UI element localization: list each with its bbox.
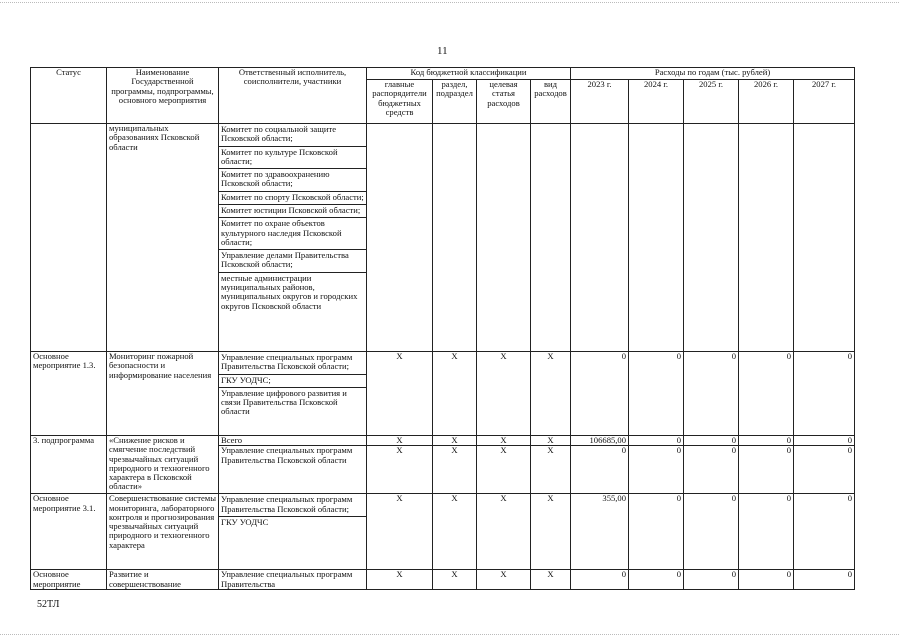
table-row <box>31 570 855 590</box>
executor-item: Комитет по культуре Псковской области; <box>219 147 366 170</box>
executor-cell <box>219 124 367 352</box>
value-cell: 106685,00 <box>571 436 629 446</box>
code-cell: Х <box>477 494 531 570</box>
value-cell: 0 <box>739 436 794 446</box>
executor-item: Управление делами Правительства Псковской области; <box>219 250 366 273</box>
name-cell: Совершенствование системы мониторинга, лабораторного контроля и прогнозирования чрезвычайных ситуаций природного и техногенного характера <box>107 494 219 570</box>
value-cell: 0 <box>629 494 684 570</box>
value-cell <box>794 124 855 352</box>
executor-item: местные администрации муниципальных районов, муниципальных округов и городских округов Псковской области <box>221 272 358 311</box>
code-cell <box>531 124 571 352</box>
executor-item: Комитет по здравоохранению Псковской области; <box>219 169 366 192</box>
scan-edge-top <box>0 2 899 3</box>
status-cell <box>31 124 107 352</box>
header-year: 2024 г. <box>629 80 684 124</box>
value-cell: 0 <box>629 446 684 494</box>
code-cell: Х <box>433 570 477 590</box>
document-code: 52ТЛ <box>37 599 60 610</box>
value-cell <box>571 124 629 352</box>
value-cell <box>739 124 794 352</box>
value-cell: 0 <box>629 352 684 436</box>
header-target: целевая статья расходов <box>477 80 531 124</box>
code-cell: Х <box>367 494 433 570</box>
executor-cell <box>219 352 367 436</box>
code-cell <box>477 124 531 352</box>
code-cell: Х <box>433 446 477 494</box>
name-cell: муниципальных образованиях Псковской области <box>107 124 219 352</box>
code-cell: Х <box>531 446 571 494</box>
value-cell <box>684 124 739 352</box>
code-cell: Х <box>531 436 571 446</box>
scan-edge-bottom <box>0 634 899 635</box>
code-cell: Х <box>433 436 477 446</box>
code-cell: Х <box>367 446 433 494</box>
value-cell: 0 <box>571 446 629 494</box>
code-cell: Х <box>531 352 571 436</box>
value-cell: 0 <box>739 446 794 494</box>
executor-item: Управление цифрового развития и связи Правительства Псковской области <box>221 387 347 417</box>
table-row <box>31 352 855 436</box>
code-cell: Х <box>433 494 477 570</box>
executor-cell: Всего <box>219 436 367 446</box>
value-cell: 0 <box>739 570 794 590</box>
value-cell: 0 <box>794 570 855 590</box>
header-year: 2025 г. <box>684 80 739 124</box>
value-cell: 0 <box>684 570 739 590</box>
code-cell: Х <box>367 436 433 446</box>
name-cell: Мониторинг пожарной безопасности и информирование населения <box>107 352 219 436</box>
table-row <box>31 436 855 446</box>
executor-cell <box>219 494 367 570</box>
header-year: 2023 г. <box>571 80 629 124</box>
header-name: Наименование Государственной программы, подпрограммы, основного мероприятия <box>107 68 219 124</box>
value-cell: 0 <box>794 436 855 446</box>
executor-cell: Управление специальных программ Правительства Псковской области <box>219 446 367 494</box>
value-cell: 0 <box>629 436 684 446</box>
header-status: Статус <box>31 68 107 124</box>
value-cell: 0 <box>739 352 794 436</box>
name-cell: «Снижение рисков и смягчение последствий чрезвычайных ситуаций природного и техногенного характера в Псковской области» <box>107 436 219 494</box>
value-cell: 0 <box>684 494 739 570</box>
executor-item: Комитет по социальной защите Псковской области; <box>219 124 366 147</box>
status-cell: 3. подпрограмма <box>31 436 107 494</box>
header-executor: Ответственный исполнитель, соисполнители, участники <box>219 68 367 124</box>
value-cell: 355,00 <box>571 494 629 570</box>
code-cell: Х <box>477 436 531 446</box>
header-expenses: Расходы по годам (тыс. рублей) <box>571 68 855 80</box>
status-cell: Основное мероприятие 1.3. <box>31 352 107 436</box>
header-budget-code: Код бюджетной классификации <box>367 68 571 80</box>
status-cell: Основное мероприятие 3.1. <box>31 494 107 570</box>
code-cell: Х <box>367 352 433 436</box>
value-cell: 0 <box>684 436 739 446</box>
header-grbs: главные распорядители бюджетных средств <box>367 80 433 124</box>
page-number: 11 <box>437 45 448 57</box>
code-cell: Х <box>433 352 477 436</box>
executor-item: Комитет по охране объектов культурного наследия Псковской области; <box>219 218 366 250</box>
code-cell: Х <box>477 570 531 590</box>
value-cell: 0 <box>794 494 855 570</box>
header-section: раздел, подраздел <box>433 80 477 124</box>
executor-item: ГКУ УОДЧС <box>221 516 269 527</box>
budget-table <box>30 67 855 590</box>
code-cell: Х <box>531 494 571 570</box>
code-cell: Х <box>477 352 531 436</box>
executor-item: Управление специальных программ Правительства Псковской области; <box>219 494 366 517</box>
value-cell: 0 <box>684 352 739 436</box>
value-cell: 0 <box>629 570 684 590</box>
executor-item: ГКУ УОДЧС; <box>219 375 366 388</box>
executor-item: Управление специальных программ Правительства Псковской области; <box>219 352 366 375</box>
code-cell: Х <box>367 570 433 590</box>
header-year: 2026 г. <box>739 80 794 124</box>
code-cell <box>433 124 477 352</box>
value-cell: 0 <box>571 570 629 590</box>
header-type: вид расходов <box>531 80 571 124</box>
value-cell: 0 <box>794 352 855 436</box>
executor-item: Комитет по спорту Псковской области; <box>219 192 366 205</box>
value-cell: 0 <box>794 446 855 494</box>
name-cell: Развитие и совершенствование <box>107 570 219 590</box>
value-cell: 0 <box>571 352 629 436</box>
code-cell <box>367 124 433 352</box>
table-row <box>31 494 855 570</box>
code-cell: Х <box>477 446 531 494</box>
table-row <box>31 124 855 352</box>
status-cell: Основное мероприятие <box>31 570 107 590</box>
value-cell: 0 <box>684 446 739 494</box>
executor-cell: Управление специальных программ Правительства <box>219 570 367 590</box>
value-cell <box>629 124 684 352</box>
header-year: 2027 г. <box>794 80 855 124</box>
value-cell: 0 <box>739 494 794 570</box>
code-cell: Х <box>531 570 571 590</box>
executor-item: Комитет юстиции Псковской области; <box>219 205 366 218</box>
